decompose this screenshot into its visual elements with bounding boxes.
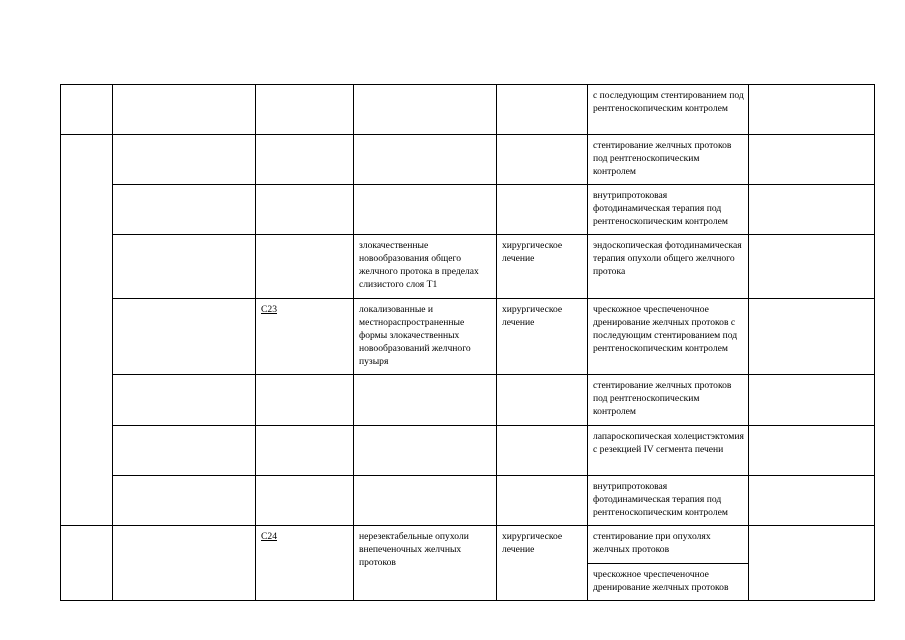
cell-treatment-type bbox=[497, 426, 588, 476]
cell-cost bbox=[749, 85, 875, 135]
icd-code: C23 bbox=[261, 304, 277, 315]
cell-profile bbox=[113, 476, 256, 526]
table-row bbox=[61, 135, 875, 185]
cell-method: стентирование желчных протоков под рентгеноскопическим контролем bbox=[588, 375, 749, 426]
table-row bbox=[61, 235, 875, 299]
cell-cost bbox=[749, 185, 875, 235]
cell-treatment-type bbox=[497, 185, 588, 235]
cell-diagnosis: локализованные и местнораспространенные формы злокачественных новообразований желчного пузыря bbox=[354, 299, 497, 375]
cell-code bbox=[256, 426, 354, 476]
cell-code bbox=[256, 375, 354, 426]
cell-diagnosis bbox=[354, 476, 497, 526]
cell-cost bbox=[749, 135, 875, 185]
cell-profile bbox=[113, 526, 256, 601]
cell-profile bbox=[113, 375, 256, 426]
table-row bbox=[61, 476, 875, 526]
table-row bbox=[61, 299, 875, 375]
cell-code bbox=[256, 235, 354, 299]
table-row bbox=[61, 426, 875, 476]
icd-code: C24 bbox=[261, 531, 277, 542]
cell-diagnosis bbox=[354, 426, 497, 476]
cell-profile bbox=[113, 235, 256, 299]
cell-method: лапароскопическая холецистэктомия с резекцией IV сегмента печени bbox=[588, 426, 749, 476]
cell-profile bbox=[113, 299, 256, 375]
cell-method: внутрипротоковая фотодинамическая терапия под рентгеноскопическим контролем bbox=[588, 476, 749, 526]
table-row bbox=[61, 85, 875, 135]
cell-treatment-type: хирургическое лечение bbox=[497, 526, 588, 601]
cell-code bbox=[256, 85, 354, 135]
cell-method: эндоскопическая фотодинамическая терапия опухоли общего желчного протока bbox=[588, 235, 749, 299]
cell-diagnosis: злокачественные новообразования общего желчного протока в пределах слизистого слоя T1 bbox=[354, 235, 497, 299]
cell-number bbox=[61, 85, 113, 135]
medical-care-table bbox=[60, 84, 875, 601]
cell-treatment-type bbox=[497, 135, 588, 185]
cell-profile bbox=[113, 426, 256, 476]
cell-method: чрескожное чреспеченочное дренирование желчных протоков с последующим стентированием под рентгеноскопическим контролем bbox=[588, 299, 749, 375]
cell-profile bbox=[113, 185, 256, 235]
cell-cost bbox=[749, 526, 875, 601]
cell-profile bbox=[113, 85, 256, 135]
cell-method: стентирование желчных протоков под рентгеноскопическим контролем bbox=[588, 135, 749, 185]
cell-code bbox=[256, 185, 354, 235]
cell-cost bbox=[749, 476, 875, 526]
cell-method: внутрипротоковая фотодинамическая терапия под рентгеноскопическим контролем bbox=[588, 185, 749, 235]
cell-diagnosis bbox=[354, 85, 497, 135]
cell-code bbox=[256, 299, 354, 375]
cell-method: с последующим стентированием под рентгеноскопическим контролем bbox=[588, 85, 749, 135]
cell-treatment-type bbox=[497, 375, 588, 426]
cell-profile bbox=[113, 135, 256, 185]
cell-cost bbox=[749, 426, 875, 476]
cell-diagnosis: нерезектабельные опухоли внепеченочных желчных протоков bbox=[354, 526, 497, 601]
table-row bbox=[61, 375, 875, 426]
cell-code bbox=[256, 476, 354, 526]
cell-cost bbox=[749, 235, 875, 299]
cell-number bbox=[61, 135, 113, 526]
cell-diagnosis bbox=[354, 375, 497, 426]
table-row bbox=[61, 526, 875, 564]
cell-method: стентирование при опухолях желчных протоков bbox=[588, 526, 749, 564]
cell-method: чрескожное чреспеченочное дренирование желчных протоков bbox=[588, 564, 749, 601]
table-row bbox=[61, 185, 875, 235]
cell-number bbox=[61, 526, 113, 601]
cell-cost bbox=[749, 299, 875, 375]
cell-treatment-type: хирургическое лечение bbox=[497, 235, 588, 299]
cell-code bbox=[256, 526, 354, 601]
cell-treatment-type bbox=[497, 85, 588, 135]
cell-diagnosis bbox=[354, 185, 497, 235]
cell-code bbox=[256, 135, 354, 185]
cell-treatment-type bbox=[497, 476, 588, 526]
cell-cost bbox=[749, 375, 875, 426]
cell-diagnosis bbox=[354, 135, 497, 185]
cell-treatment-type: хирургическое лечение bbox=[497, 299, 588, 375]
